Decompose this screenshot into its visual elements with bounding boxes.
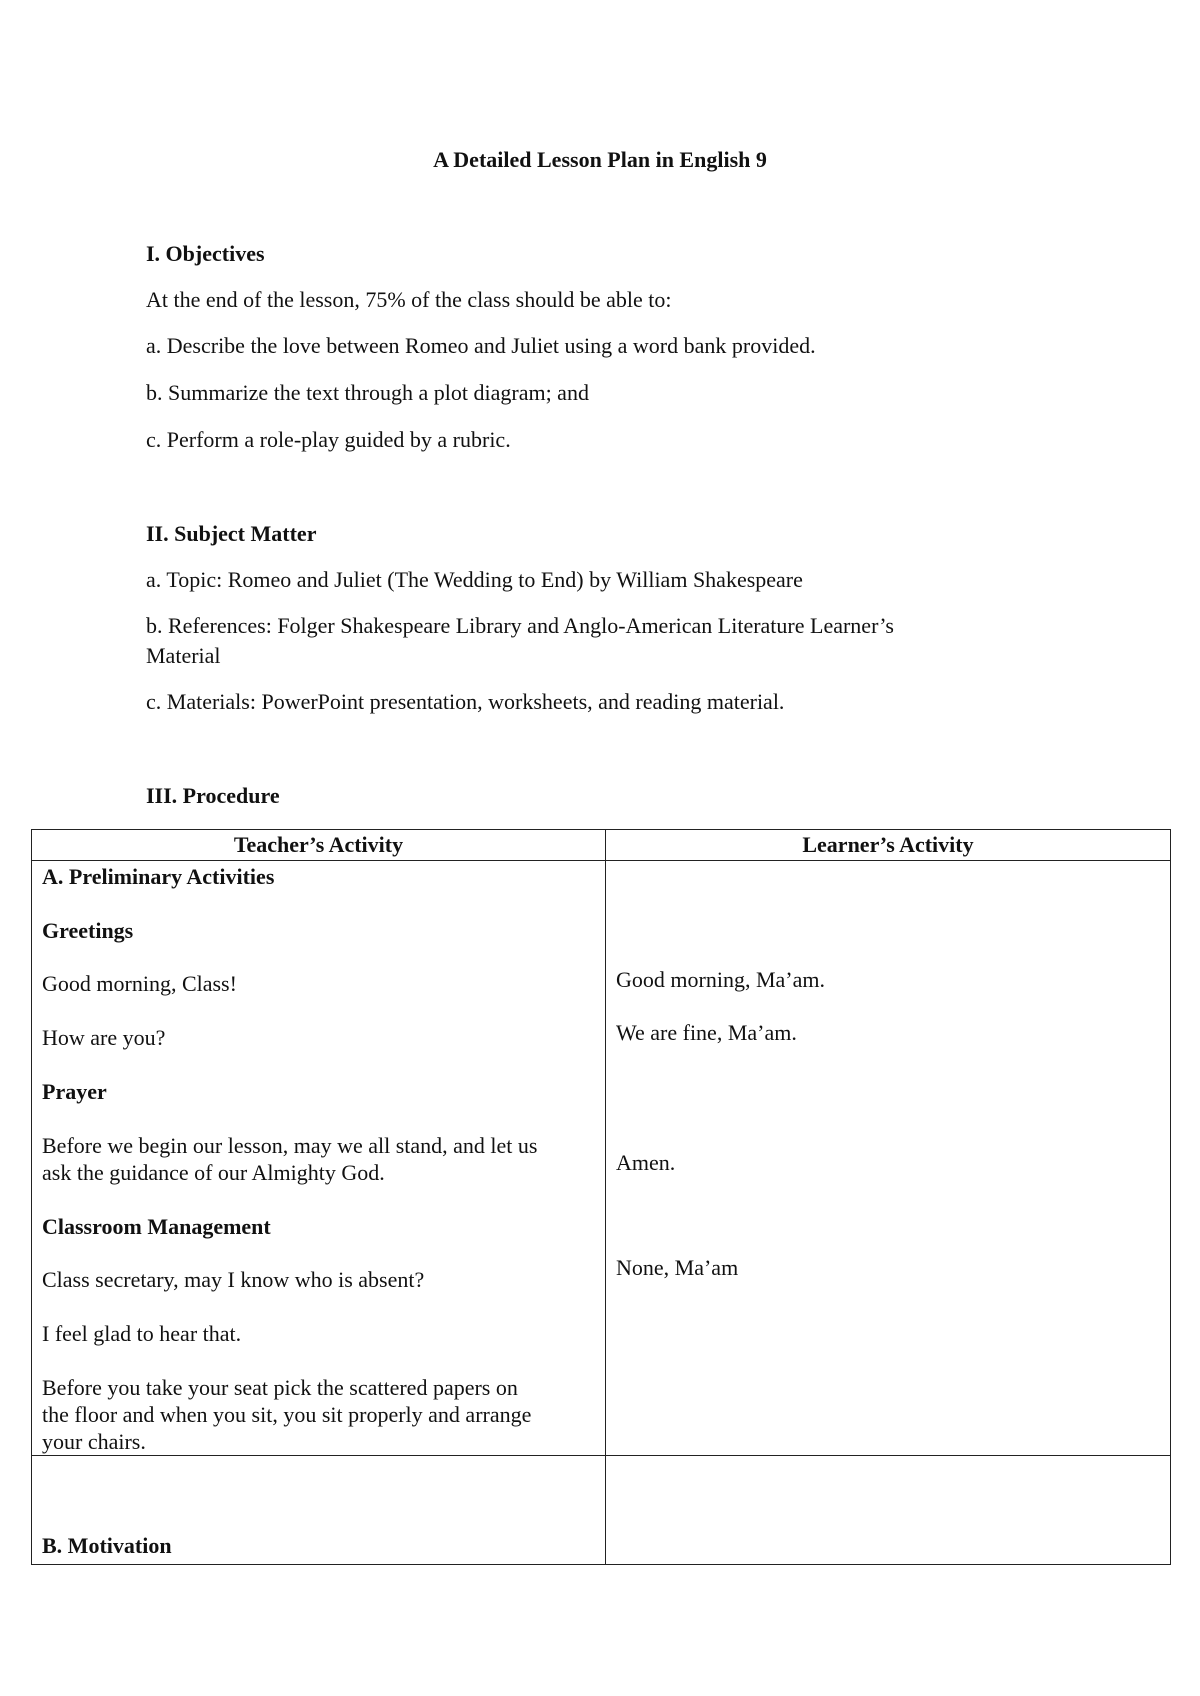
teacher-glad: I feel glad to hear that.: [42, 1321, 242, 1346]
teacher-seat-line-3: your chairs.: [42, 1429, 146, 1454]
classroom-management-heading: Classroom Management: [42, 1214, 271, 1239]
subject-matter-heading: II. Subject Matter: [146, 521, 317, 546]
table-row: [32, 861, 1171, 1456]
teacher-seat-line-1: Before you take your seat pick the scattered papers on: [42, 1375, 518, 1400]
teacher-prayer-line-2: ask the guidance of our Almighty God.: [42, 1160, 385, 1185]
teacher-good-morning: Good morning, Class!: [42, 971, 237, 996]
greetings-heading: Greetings: [42, 918, 134, 943]
document-title: A Detailed Lesson Plan in English 9: [433, 147, 767, 172]
subject-topic: a. Topic: Romeo and Juliet (The Wedding to End) by William Shakespeare: [146, 567, 803, 592]
teacher-how-are-you: How are you?: [42, 1025, 166, 1050]
motivation-heading: B. Motivation: [42, 1533, 172, 1558]
learner-amen: Amen.: [616, 1150, 676, 1175]
prayer-heading: Prayer: [42, 1079, 107, 1104]
learner-activity-cell: [606, 861, 1171, 1456]
objective-item-b: b. Summarize the text through a plot diagram; and: [146, 380, 589, 405]
teacher-activity-header: Teacher’s Activity: [32, 830, 606, 861]
table-header-row: [32, 830, 1171, 861]
subject-materials: c. Materials: PowerPoint presentation, worksheets, and reading material.: [146, 689, 785, 714]
teacher-seat-line-2: the floor and when you sit, you sit properly and arrange: [42, 1402, 532, 1427]
table-row: [32, 1456, 1171, 1565]
objective-item-c: c. Perform a role-play guided by a rubric.: [146, 427, 511, 452]
objective-item-a: a. Describe the love between Romeo and Juliet using a word bank provided.: [146, 333, 816, 358]
learner-none: None, Ma’am: [616, 1255, 739, 1280]
preliminary-activities-heading: A. Preliminary Activities: [42, 864, 275, 889]
procedure-table: [31, 829, 1171, 1565]
objectives-heading: I. Objectives: [146, 241, 265, 266]
objectives-intro: At the end of the lesson, 75% of the class should be able to:: [146, 287, 672, 312]
teacher-absent-question: Class secretary, may I know who is absent?: [42, 1267, 425, 1292]
teacher-prayer-line-1: Before we begin our lesson, may we all stand, and let us: [42, 1133, 538, 1158]
procedure-heading: III. Procedure: [146, 783, 280, 808]
subject-references-cont: Material: [146, 643, 221, 668]
subject-references: b. References: Folger Shakespeare Library and Anglo-American Literature Learner’s: [146, 613, 894, 638]
teacher-activity-cell: [32, 861, 606, 1456]
teacher-activity-cell: [32, 1456, 606, 1565]
learner-fine: We are fine, Ma’am.: [616, 1020, 797, 1045]
learner-good-morning: Good morning, Ma’am.: [616, 967, 825, 992]
learner-activity-cell: [606, 1456, 1171, 1565]
learner-activity-header: Learner’s Activity: [606, 830, 1171, 861]
